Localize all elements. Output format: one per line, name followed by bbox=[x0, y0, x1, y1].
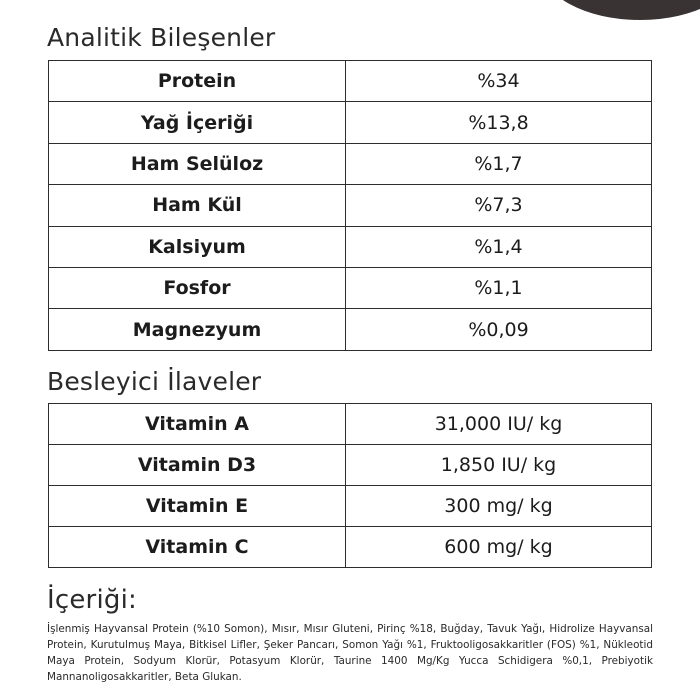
row-label: Protein bbox=[49, 61, 346, 102]
table-row bbox=[49, 486, 652, 527]
row-label: Yağ İçeriği bbox=[49, 102, 346, 143]
contents-title: İçeriği: bbox=[47, 585, 137, 615]
row-value: 1,850 IU/ kg bbox=[346, 445, 652, 486]
row-label: Fosfor bbox=[49, 267, 346, 308]
table-row bbox=[49, 61, 652, 102]
table-row bbox=[49, 445, 652, 486]
nutritional-additives-title: Besleyici İlaveler bbox=[47, 367, 262, 396]
row-label: Ham Selüloz bbox=[49, 143, 346, 184]
row-value: 31,000 IU/ kg bbox=[346, 404, 652, 445]
corner-decoration bbox=[540, 0, 700, 20]
row-value: 300 mg/ kg bbox=[346, 486, 652, 527]
table-row bbox=[49, 226, 652, 267]
row-label: Vitamin D3 bbox=[49, 445, 346, 486]
table-row bbox=[49, 185, 652, 226]
nutritional-additives-table bbox=[48, 403, 652, 568]
row-value: 600 mg/ kg bbox=[346, 527, 652, 568]
table-row bbox=[49, 404, 652, 445]
row-label: Magnezyum bbox=[49, 309, 346, 350]
table-row bbox=[49, 267, 652, 308]
row-value: %1,1 bbox=[346, 267, 652, 308]
table-row bbox=[49, 309, 652, 350]
table-row bbox=[49, 102, 652, 143]
row-label: Vitamin E bbox=[49, 486, 346, 527]
table-row bbox=[49, 143, 652, 184]
analytic-components-table bbox=[48, 60, 652, 351]
table-row bbox=[49, 527, 652, 568]
row-value: %13,8 bbox=[346, 102, 652, 143]
row-label: Vitamin C bbox=[49, 527, 346, 568]
ingredients-text: İşlenmiş Hayvansal Protein (%10 Somon), Mısır, Mısır Gluteni, Pirinç %18, Buğday, Tavuk Yağı, Hidrolize Hayvansal Protein, Kurutulmuş Maya, Bitkisel Lifler, Şeker Pancarı, Somon Yağı %1, Fruktooligosakkaritler (FOS) %1, Nükleotid Maya Protein, Sodyum Klorür, Potasyum Klorür, Taurine 1400 Mg/Kg Yucca Schidigera %0,1, Prebiyotik Mannanoligosakkaritler, Beta Glukan. bbox=[47, 623, 653, 683]
row-value: %0,09 bbox=[346, 309, 652, 350]
analytic-components-title: Analitik Bileşenler bbox=[47, 23, 276, 52]
row-label: Ham Kül bbox=[49, 185, 346, 226]
row-value: %34 bbox=[346, 61, 652, 102]
row-label: Vitamin A bbox=[49, 404, 346, 445]
row-value: %1,4 bbox=[346, 226, 652, 267]
row-value: %7,3 bbox=[346, 185, 652, 226]
row-value: %1,7 bbox=[346, 143, 652, 184]
row-label: Kalsiyum bbox=[49, 226, 346, 267]
